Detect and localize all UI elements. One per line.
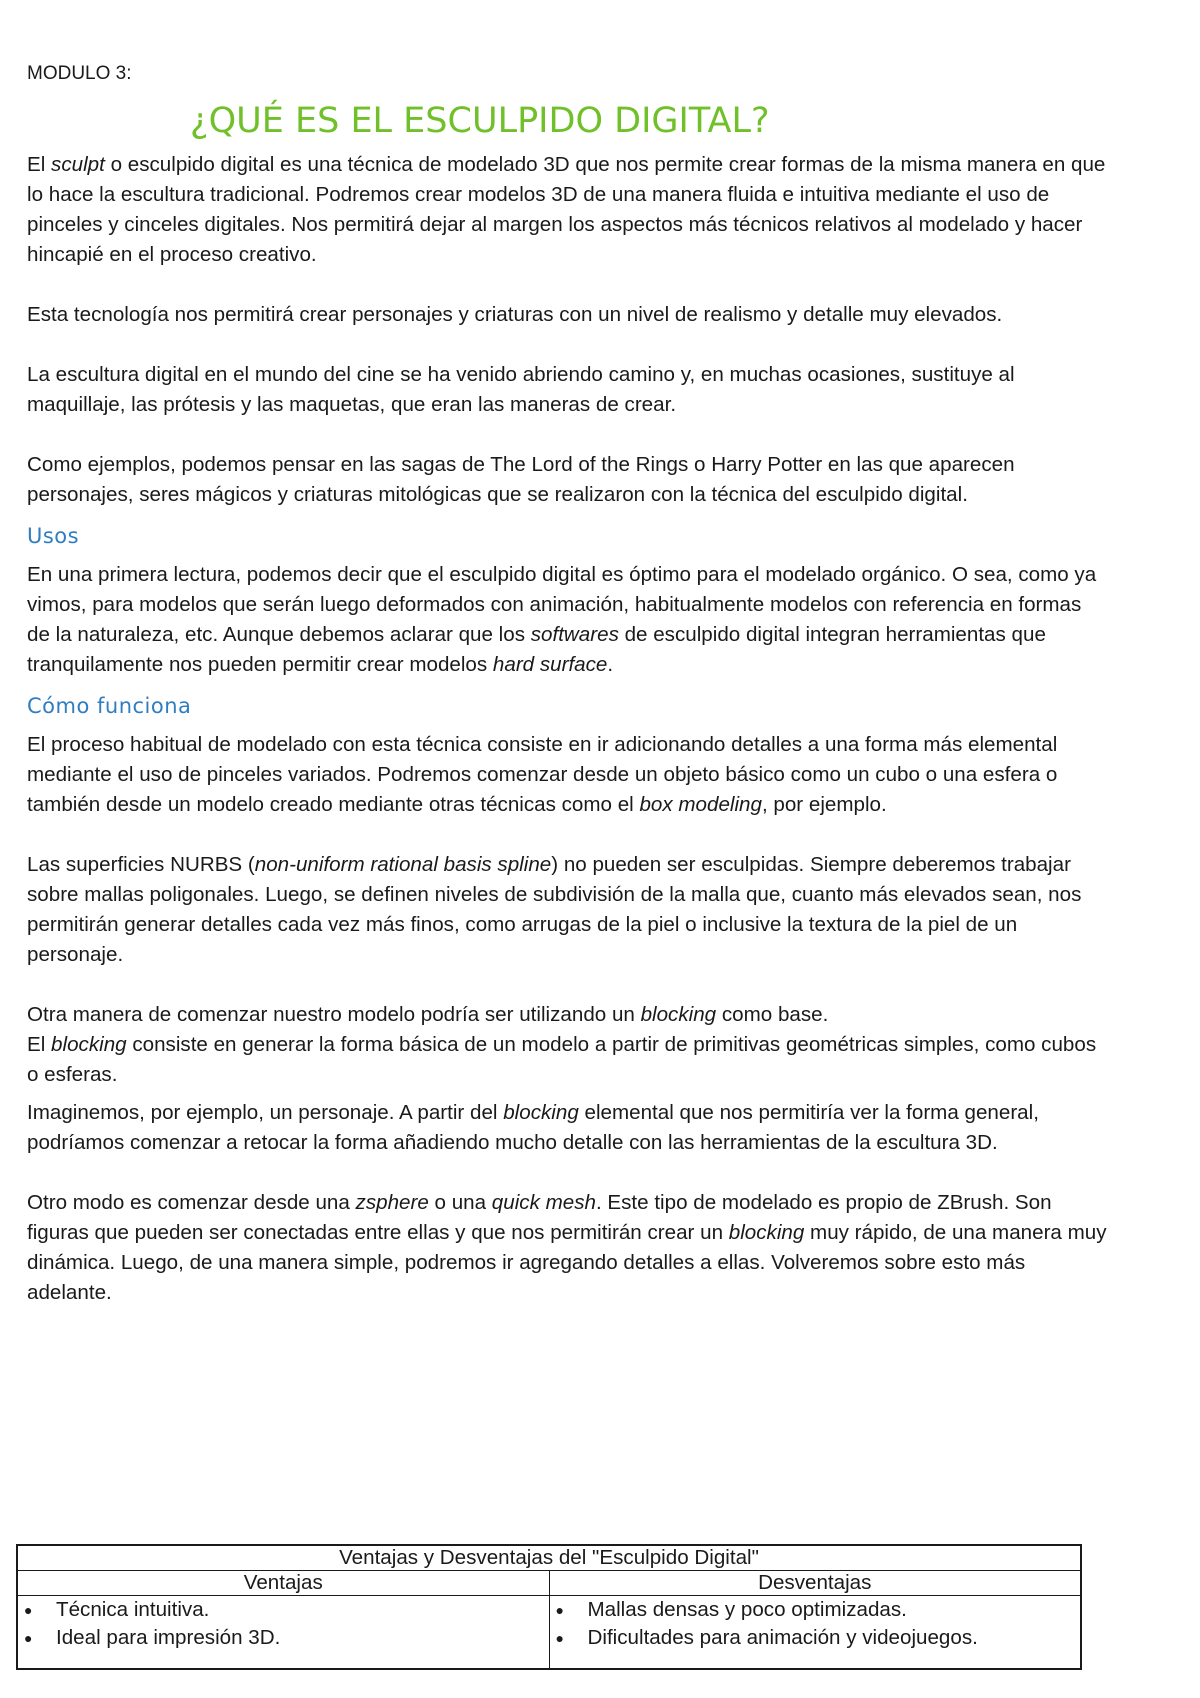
column-header-ventajas: Ventajas — [17, 1571, 549, 1596]
text-run: El proceso habitual de modelado con esta técnica consiste en ir adicionando detalles a una forma más elemental mediante el uso de pinceles variados. Podremos comenzar desde un objeto básico como un cubo o una esfera o también desde un modelo creado mediante otras técnicas como el — [27, 733, 1058, 816]
funciona-paragraph-2 — [27, 850, 1107, 970]
text-run: Otro modo es comenzar desde una — [27, 1191, 356, 1214]
usos-paragraph-1 — [27, 560, 1107, 680]
list-item: ● Dificultades para animación y videojuegos. — [550, 1624, 1081, 1652]
text-run: como base. — [716, 1003, 829, 1026]
section-heading-como-funciona: Cómo funciona — [27, 694, 192, 718]
text-run: Imaginemos, por ejemplo, un personaje. A partir del — [27, 1101, 504, 1124]
text-run: Las superficies NURBS ( — [27, 853, 255, 876]
funciona-paragraph-4 — [27, 1098, 1107, 1158]
text-run: El — [27, 1033, 52, 1056]
list-item: ● Mallas densas y poco optimizadas. — [550, 1596, 1081, 1624]
column-header-desventajas: Desventajas — [549, 1571, 1081, 1596]
text-run: En una primera lectura, podemos decir que el esculpido digital es óptimo para el modelado orgánico. O sea, como ya vimos, para modelos que serán luego deformados con animación, habitualmente modelos con referencia en formas de la naturaleza, etc. Aunque debemos aclarar que los — [27, 563, 1097, 646]
text-run: ) no pueden ser esculpidas. Siempre deberemos trabajar sobre mallas poligonales. Luego, se definen niveles de subdivisión de la malla que, cuanto más elevados sean, nos permitirán generar detalles cada vez más finos, como arrugas de la piel o inclusive la textura de la piel de un personaje. — [27, 853, 1082, 966]
emphasis: softwares — [530, 623, 619, 646]
text-run: o una — [428, 1191, 492, 1214]
intro-paragraph-3: La escultura digital en el mundo del cine se ha venido abriendo camino y, en muchas ocasiones, sustituye al maquillaje, las prótesis y las maquetas, que eran las maneras de crear. — [27, 363, 1015, 416]
table-header-row — [17, 1571, 1081, 1596]
emphasis: non-uniform rational basis spline — [254, 853, 552, 876]
text-run: . — [607, 653, 614, 676]
emphasis: quick mesh — [491, 1191, 596, 1214]
text-run: muy rápido, de una manera muy dinámica. Luego, de una manera simple, podremos ir agregando detalles a ellas. Volveremos sobre esto más adelante. — [27, 1221, 1107, 1304]
text-run: . Este tipo de modelado es propio de ZBrush. Son figuras que pueden ser conectadas entre ellas y que nos permitirán crear un — [27, 1191, 1052, 1244]
intro-paragraph-4: Como ejemplos, podemos pensar en las sagas de The Lord of the Rings o Harry Potter en las que aparecen personajes, seres mágicos y criaturas mitológicas que se realizaron con la técnica del esculpido digital. — [27, 453, 1015, 506]
table-caption: Ventajas y Desventajas del "Esculpido Digital" — [17, 1545, 1081, 1571]
funciona-paragraph-5 — [27, 1188, 1107, 1308]
ventajas-cell — [17, 1596, 549, 1670]
ventajas-list — [18, 1596, 549, 1652]
page-title: ¿QUÉ ES EL ESCULPIDO DIGITAL? — [190, 101, 770, 141]
list-item: ● Técnica intuitiva. — [18, 1596, 549, 1624]
text-run: de esculpido digital integran herramientas que tranquilamente nos pueden permitir crear modelos — [27, 623, 1046, 676]
text-run: El — [27, 153, 52, 176]
desventajas-list — [550, 1596, 1081, 1652]
table-caption-row — [17, 1545, 1081, 1571]
desventajas-cell — [549, 1596, 1081, 1670]
section-heading-usos: Usos — [27, 524, 80, 548]
pros-cons-table — [16, 1544, 1082, 1670]
emphasis: blocking — [640, 1003, 717, 1026]
intro-paragraph-2: Esta tecnología nos permitirá crear personajes y criaturas con un nivel de realismo y detalle muy elevados. — [27, 303, 1003, 326]
text-run: Otra manera de comenzar nuestro modelo podría ser utilizando un — [27, 1003, 641, 1026]
module-label: MODULO 3: — [27, 63, 132, 84]
emphasis: blocking — [51, 1033, 127, 1056]
funciona-paragraph-1 — [27, 730, 1107, 820]
text-run: elemental que nos permitiría ver la forma general, podríamos comenzar a retocar la forma añadiendo mucho detalle con las herramientas de la escultura 3D. — [27, 1101, 1039, 1154]
document-page — [27, 62, 1107, 1308]
emphasis: sculpt — [51, 153, 105, 176]
emphasis: zsphere — [355, 1191, 429, 1214]
emphasis: hard surface — [492, 653, 608, 676]
table-row — [17, 1596, 1081, 1670]
list-item: ● Ideal para impresión 3D. — [18, 1624, 549, 1652]
text-run: , por ejemplo. — [761, 793, 887, 816]
intro-paragraph-1 — [27, 150, 1107, 270]
funciona-paragraph-3 — [27, 1000, 1107, 1090]
emphasis: blocking — [728, 1221, 805, 1244]
emphasis: box modeling — [639, 793, 762, 816]
text-run: consiste en generar la forma básica de un modelo a partir de primitivas geométricas simples, como cubos o esferas. — [27, 1033, 1097, 1086]
emphasis: blocking — [503, 1101, 579, 1124]
text-run: o esculpido digital es una técnica de modelado 3D que nos permite crear formas de la misma manera en que lo hace la escultura tradicional. Podremos crear modelos 3D de una manera fluida e intuitiva mediante el uso de pinceles y cinceles digitales. Nos permitirá dejar al margen los aspectos más técnicos relativos al modelado y hacer hincapié en el proceso creativo. — [27, 153, 1106, 266]
